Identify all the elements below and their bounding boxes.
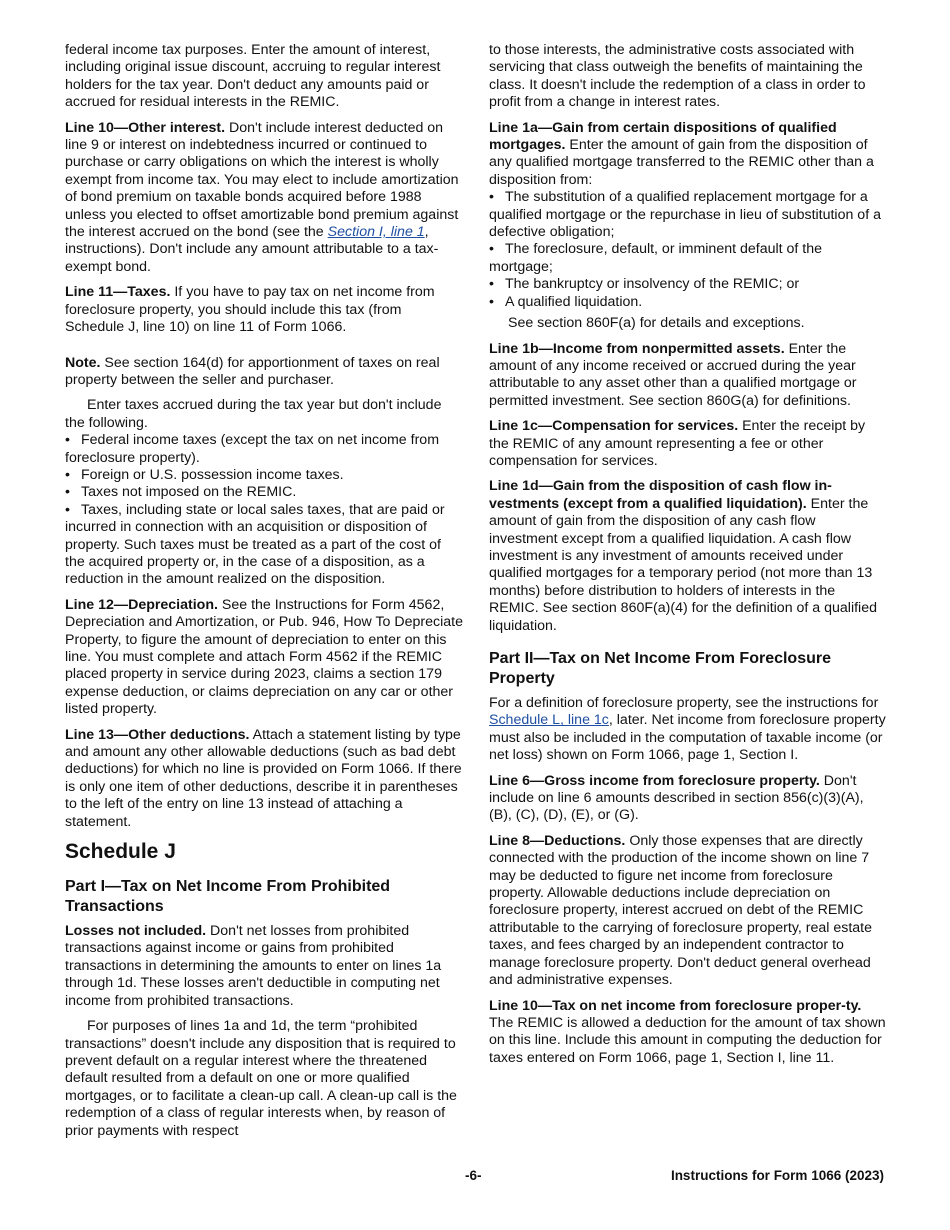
bullet-icon: • — [489, 241, 494, 258]
bullet-item: • The substitution of a qualified replacement mortgage for a qualified mortgage or the repurchase in lieu of substitution of a defective obligation; — [489, 189, 881, 241]
line-1b-heading: Line 1b—Income from nonpermitted assets. — [489, 340, 785, 357]
see-860f-paragraph: See section 860F(a) for details and exceptions. — [508, 315, 805, 332]
part-1-title: Part I—Tax on Net Income From Prohibited Transactions — [65, 878, 391, 916]
bullet-icon: • — [489, 276, 494, 293]
bullet-item: • Foreign or U.S. possession income taxes. — [65, 466, 344, 483]
enter-taxes-paragraph: Enter taxes accrued during the tax year but don't include the following. — [65, 397, 442, 431]
schedule-l-line-1c-link[interactable]: Schedule L, line 1c — [489, 712, 609, 729]
note-paragraph: Note. See section 164(d) for apportionment of taxes on real property between the seller and purchaser. — [65, 354, 440, 388]
footer-document-title: Instructions for Form 1066 (2023) — [670, 1168, 884, 1183]
line-1c-compensation: Line 1c—Compensation for services. Enter the receipt by the REMIC of any amount representing a fee or other compensation for services. — [489, 418, 866, 469]
paragraph-clean-up-call-continued: to those interests, the administrative costs associated with servicing that class outweigh the benefits of maintaining the class. It doesn't include the redemption of a class in order to profit from a change in interest rates. — [489, 42, 866, 111]
line-10-tax-foreclosure: Line 10—Tax on net income from foreclosure proper-ty. The REMIC is allowed a deduction for the amount of tax shown on this line. Include this amount in computing the deduction for taxes entered on Form 1066, page 1, Section I, line 11. — [489, 997, 886, 1066]
right-column — [489, 42, 887, 1075]
left-column — [65, 42, 463, 1148]
bullet-icon: • — [65, 484, 70, 501]
bullet-item: • A qualified liquidation. — [489, 293, 643, 310]
part-2-intro: For a definition of foreclosure property, see the instructions for Schedule L, line 1c, later. Net income from foreclosure property must also be included in the computation of taxable income (or net loss) shown on Form 1066, page 1, Section I. — [489, 695, 886, 764]
bullet-item: • Taxes not imposed on the REMIC. — [65, 484, 297, 501]
bullet-icon: • — [65, 466, 70, 483]
bullet-item: • The bankruptcy or insolvency of the REMIC; or — [489, 276, 800, 293]
prohibited-transactions-paragraph: For purposes of lines 1a and 1d, the term “prohibited transactions” doesn't include any disposition that is required to prevent default on a regular interest where the threatened default resulted from a default on one or more qualified mortgages, or to facilitate a clean-up call. A clean-up call is the redemption of a class of regular interests when, by reason of prior payments with respect — [65, 1018, 457, 1139]
line-12-depreciation: Line 12—Depreciation. See the Instructions for Form 4562, Depreciation and Amortization, or Pub. 946, How To Depreciate Property, to figure the amount of depreciation to enter on this line. You must complete and attach Form 4562 if the REMIC placed property in service during 2023, claims a section 179 expense deduction, or claims depreciation on any car or other listed property. — [65, 596, 463, 718]
line-10-heading: Line 10—Other interest. — [65, 119, 226, 136]
line-1c-heading: Line 1c—Compensation for services. — [489, 418, 739, 435]
line-8-heading: Line 8—Deductions. — [489, 832, 626, 849]
line-12-heading: Line 12—Depreciation. — [65, 596, 218, 613]
bullet-item: • Taxes, including state or local sales taxes, that are paid or incurred in connection with an acquisition or disposition of property. Such taxes must be treated as a part of the cost of the acquired property or, in the case of a disposition, as a reduction in the amount realized on the disposition. — [65, 501, 445, 588]
losses-not-included: Losses not included. Don't net losses from prohibited transactions against income or gains from prohibited transactions in determining the amounts to enter on lines 1a through 1d. These losses aren't deductible in computing net income from prohibited transactions. — [65, 923, 442, 1009]
line-6-gross-income: Line 6—Gross income from foreclosure property. Don't include on line 6 amounts described in section 856(c)(3)(A), (B), (C), (D), (E), or (G). — [489, 772, 864, 824]
line-6-heading: Line 6—Gross income from foreclosure property. — [489, 772, 820, 789]
line-11-heading: Line 11—Taxes. — [65, 284, 171, 301]
note-heading: Note. — [65, 354, 101, 371]
line-10-other-interest: Line 10—Other interest. Don't include interest deducted on line 9 or interest on indebtedness incurred or continued to purchase or carry obligations on which the interest is wholly exempt from income tax. You may elect to include amortization of bond premium on taxable bonds acquired before 1988 unless you elected to offset amortizable bond premium against the interest accrued on the bond (see the Section I, line 1, instructions). Don't include any amount attributable to a tax-exempt bond. — [65, 119, 459, 275]
bullet-icon: • — [65, 432, 70, 449]
paragraph-interest-continued: federal income tax purposes. Enter the amount of interest, including original issue discount, accruing to regular interest holders for the tax year. Don't deduct any amounts paid or accrued for residual interests in the REMIC. — [65, 42, 441, 111]
line-13-other-deductions: Line 13—Other deductions. Attach a statement listing by type and amount any other allowable deductions (such as bad debt deductions) for which no line is provided on Form 1066. If there is only one item of other deductions, describe it in parentheses to the left of the entry on line 13 instead of attaching a statement. — [65, 726, 462, 830]
line-1d-cash-flow: Line 1d—Gain from the disposition of cash flow in-vestments (except from a qualified liquidation). Enter the amount of gain from the disposition of any cash flow investment except from a qualified liquidation. A cash flow investment is any investment of amounts received under qualified mortgages for a temporary period (not more than 13 months) before distribution to holders of interests in the REMIC. See section 860F(a)(4) for the definition of a qualified liquidation. — [489, 478, 877, 634]
bullet-icon: • — [489, 293, 494, 310]
bullet-icon: • — [65, 501, 70, 518]
bullet-item: • Federal income taxes (except the tax on net income from foreclosure property). — [65, 432, 440, 466]
page-number: -6- — [465, 1168, 482, 1183]
line-1d-heading: Line 1d—Gain from the disposition of cash flow in-vestments (except from a qualified liquidation). — [489, 478, 832, 512]
part-2-title: Part II—Tax on Net Income From Foreclosure Property — [489, 650, 831, 687]
line-1a-heading: Line 1a—Gain from certain dispositions of qualified mortgages. — [489, 119, 837, 154]
bullet-item: • The foreclosure, default, or imminent default of the mortgage; — [489, 241, 823, 275]
line-1a-gain: Line 1a—Gain from certain dispositions of qualified mortgages. Enter the amount of gain from the disposition of any qualified mortgage transferred to the REMIC other than a disposition from: — [489, 119, 874, 188]
line-10-tax-heading: Line 10—Tax on net income from foreclosure proper-ty. — [489, 997, 862, 1014]
line-11-taxes: Line 11—Taxes. If you have to pay tax on net income from foreclosure property, you should include this tax (from Schedule J, line 10) on line 11 of Form 1066. — [65, 284, 435, 336]
line-13-heading: Line 13—Other deductions. — [65, 726, 250, 743]
section-1-line-1-link[interactable]: Section I, line 1 — [327, 224, 425, 241]
line-1b-nonpermitted-assets: Line 1b—Income from nonpermitted assets. Enter the amount of any income received or accrued during the year attributable to any asset other than a qualified mortgage or permitted investment. See section 860G(a) for definitions. — [489, 340, 857, 409]
bullet-icon: • — [489, 189, 494, 206]
schedule-j-title: Schedule J — [65, 840, 176, 864]
line-8-deductions: Line 8—Deductions. Only those expenses that are directly connected with the production of the income shown on line 7 may be deducted to figure net income from foreclosure property. Allowable deductions include depreciation on foreclosure property, interest accrued on debt of the REMIC attributable to the carrying of foreclosure property, real estate taxes, and fees charged by an independent contractor to manage foreclosure property. Don't deduct general overhead and administrative expenses. — [489, 832, 872, 989]
losses-heading: Losses not included. — [65, 923, 207, 940]
